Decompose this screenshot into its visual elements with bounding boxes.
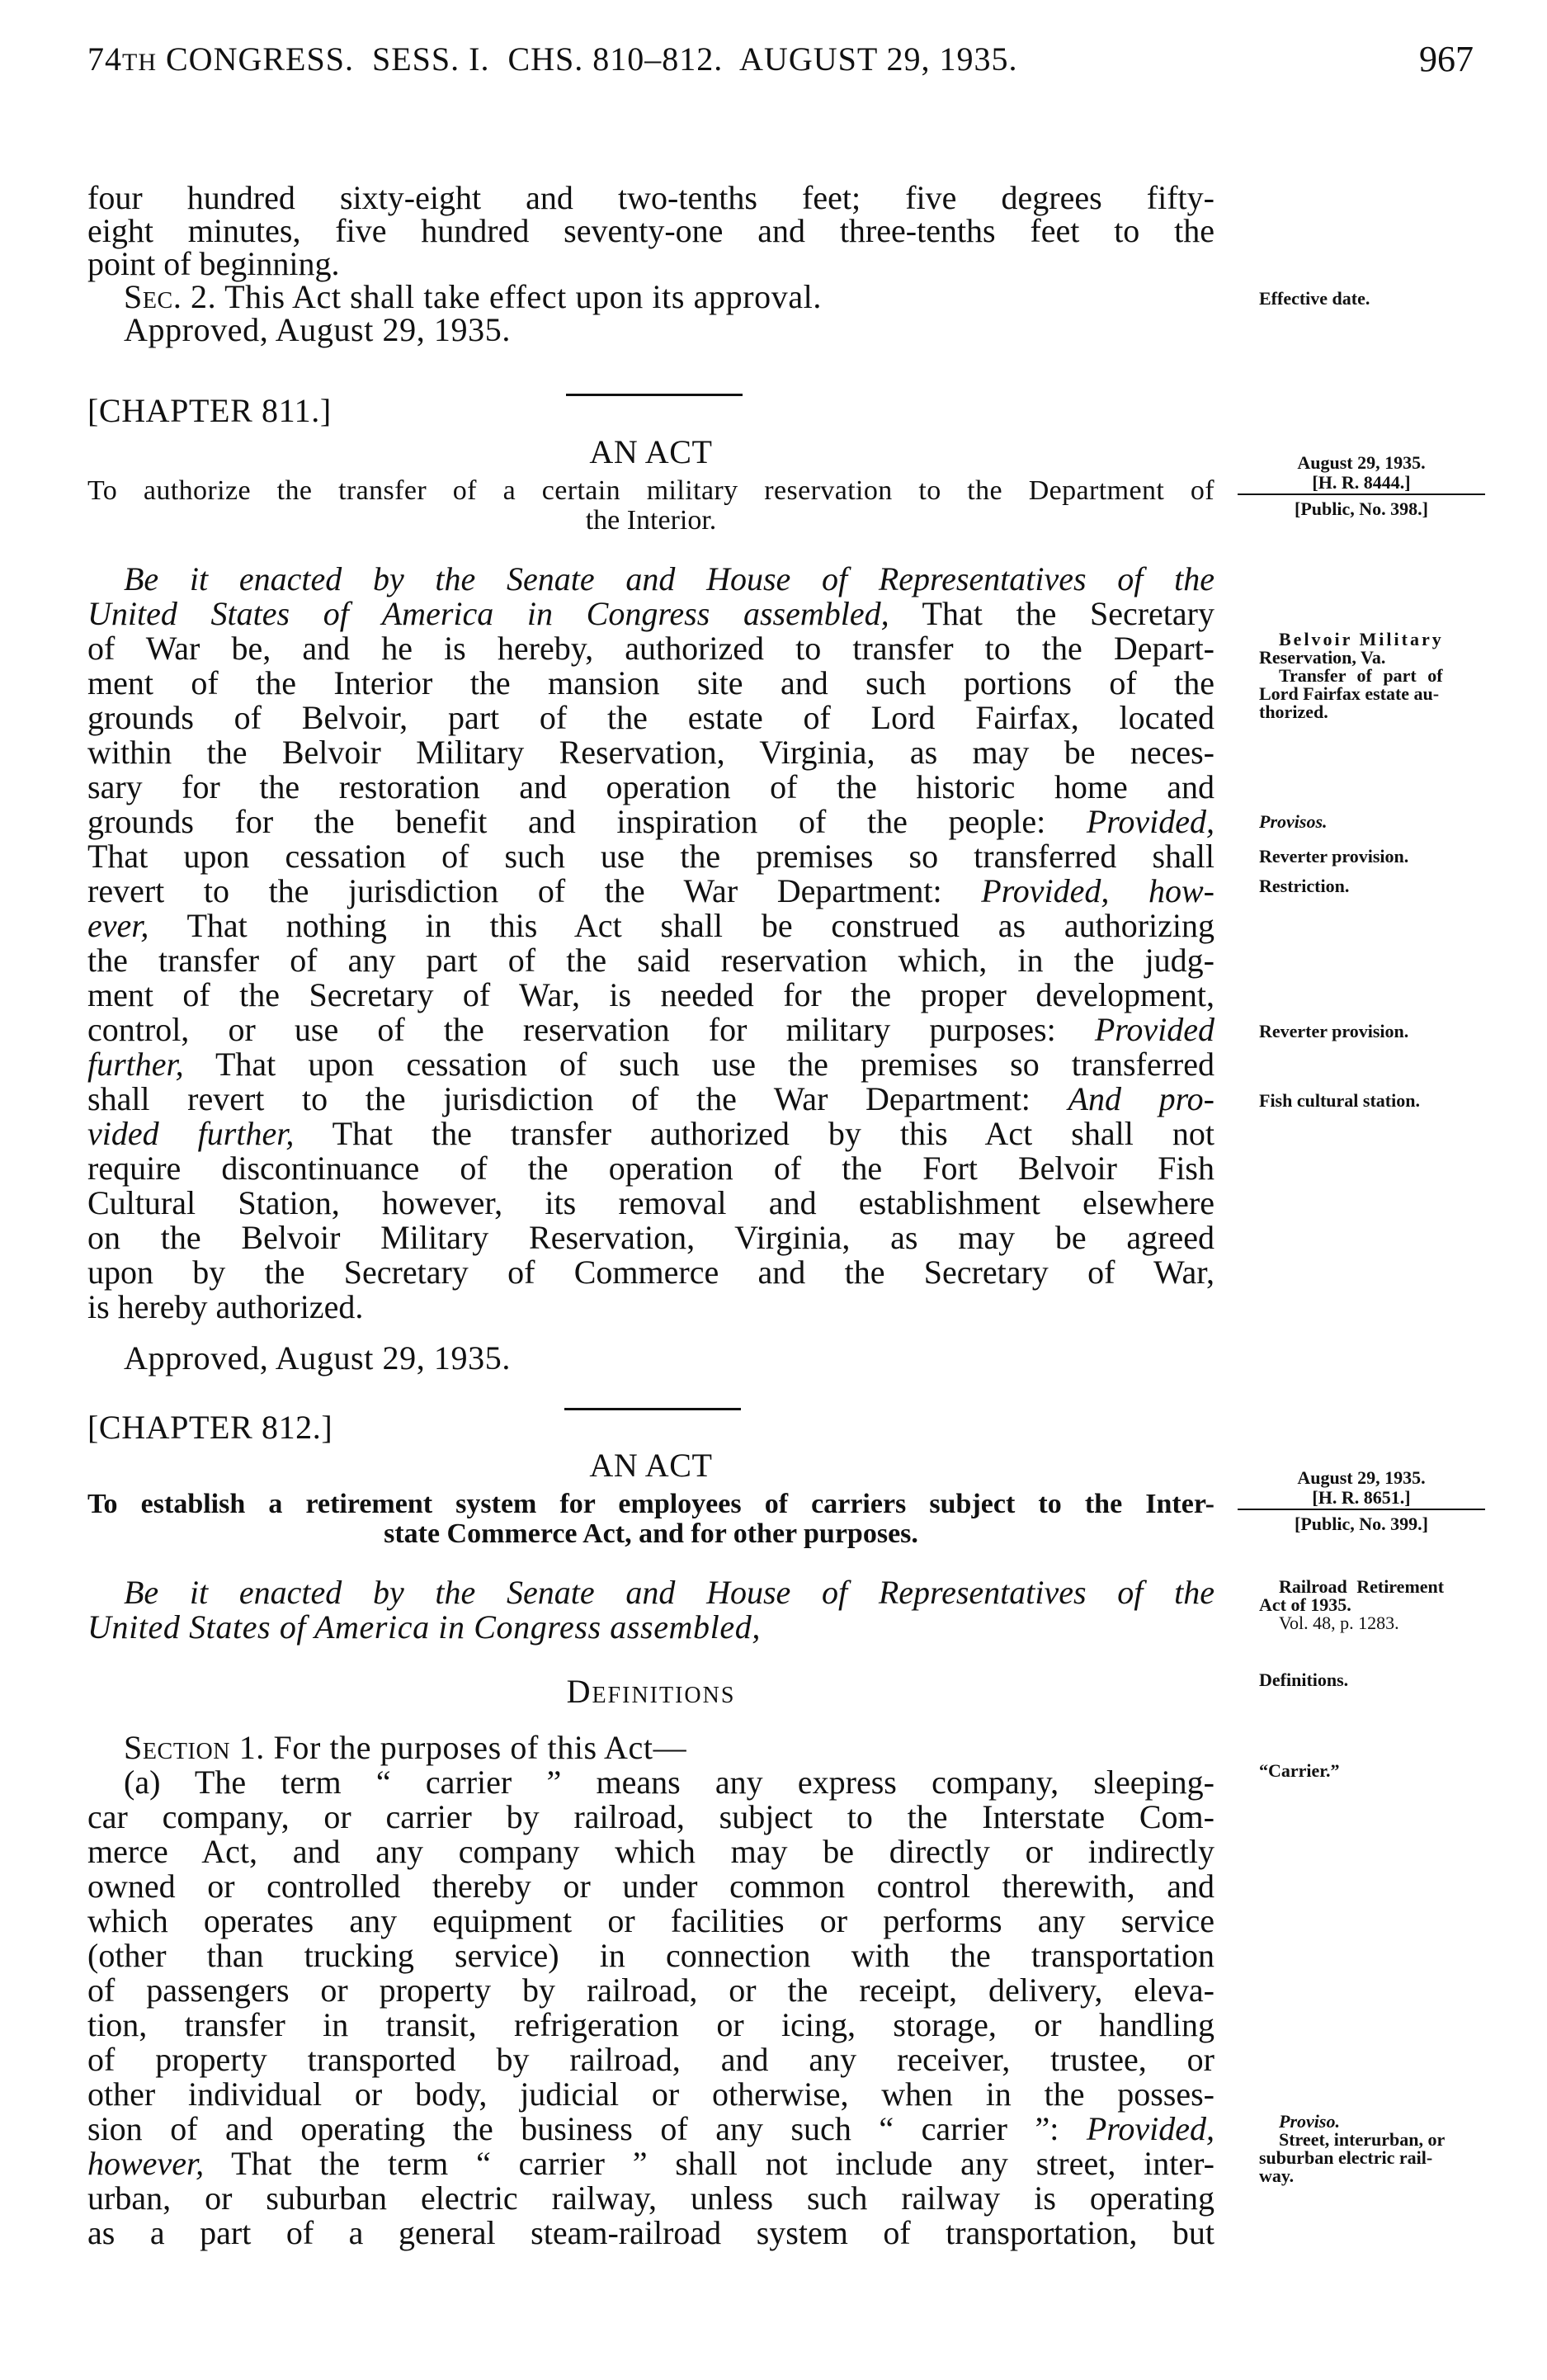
- chapter-label: [CHAPTER 812.]: [87, 1409, 333, 1446]
- act-title-line: state Commerce Act, and for other purposes.: [384, 1518, 918, 1549]
- body-text: shall revert to the jurisdiction of the War Department:: [87, 1080, 1068, 1117]
- body-line: of property transported by railroad, and any receiver, trustee, or: [87, 2041, 1214, 2078]
- body-line: grounds of Belvoir, part of the estate of Lord Fairfax, located: [87, 699, 1214, 736]
- section-2: [124, 278, 822, 315]
- proviso-italic: however,: [87, 2145, 205, 2182]
- body-line: Cultural Station, however, its removal and establishment elsewhere: [87, 1184, 1214, 1221]
- body-line: [87, 1013, 1214, 1046]
- proviso-italic: ever,: [87, 907, 149, 944]
- running-header: [87, 40, 1018, 78]
- body-text: grounds for the benefit and inspiration of the people:: [87, 803, 1087, 840]
- margin-line: Railroad Retirement: [1279, 1576, 1445, 1597]
- enacting-clause: Be it enacted by the Senate and House of Representatives of the: [124, 1574, 1214, 1611]
- enacting-clause: [87, 597, 1214, 630]
- margin-note-carrier: “Carrier.”: [1259, 1760, 1340, 1781]
- proviso-italic: further,: [87, 1046, 184, 1083]
- body-line: owned or controlled thereby or under common control therewith, and: [87, 1868, 1214, 1905]
- chapter-label: [CHAPTER 811.]: [87, 392, 332, 429]
- body-text: That nothing in this Act shall be construed as authorizing: [149, 907, 1214, 944]
- body-line: require discontinuance of the operation of the Fort Belvoir Fish: [87, 1150, 1214, 1187]
- sidenote-date: August 29, 1935.: [1297, 1467, 1426, 1488]
- body-line: That upon cessation of such use the premises so transferred shall: [87, 838, 1214, 875]
- margin-note-restriction: Restriction.: [1259, 876, 1350, 896]
- body-line: ment of the Interior the mansion site and such portions of the: [87, 664, 1214, 701]
- body-line: [87, 909, 1214, 942]
- body-text: revert to the jurisdiction of the War Department:: [87, 872, 982, 909]
- proviso-italic: Provided,: [1086, 2110, 1214, 2147]
- margin-note-fish-station: Fish cultural station.: [1259, 1090, 1420, 1111]
- section-1: [124, 1731, 686, 1764]
- margin-line: suburban electric rail-: [1259, 2147, 1433, 2168]
- body-line: the transfer of any part of the said reservation which, in the judg-: [87, 942, 1214, 979]
- enacting-italic: United States of America in Congress assembled,: [87, 595, 889, 632]
- sidenote-public-law: [Public, No. 399.]: [1295, 1513, 1428, 1534]
- approval-line: Approved, August 29, 1935.: [124, 311, 511, 348]
- margin-line: way.: [1259, 2165, 1295, 2186]
- body-line: (a) The term “ carrier ” means any express company, sleeping-: [124, 1764, 1214, 1801]
- body-line: of War be, and he is hereby, authorized to transfer to the Depart-: [87, 630, 1214, 667]
- section-text: For the purposes of this Act—: [273, 1729, 687, 1766]
- body-line: four hundred sixty-eight and two-tenths feet; five degrees fifty-: [87, 179, 1214, 216]
- sidenote-date: August 29, 1935.: [1297, 452, 1426, 473]
- margin-line: Proviso.: [1279, 2111, 1340, 2132]
- body-line: as a part of a general steam-railroad system of transportation, but: [87, 2214, 1214, 2251]
- act-title-line: the Interior.: [585, 505, 717, 536]
- body-line: is hereby authorized.: [87, 1288, 364, 1325]
- proviso-italic: Provided: [1094, 1011, 1214, 1048]
- body-line: on the Belvoir Military Reservation, Virginia, as may be agreed: [87, 1219, 1214, 1256]
- sidenote-bill: [H. R. 8651.]: [1312, 1487, 1411, 1508]
- body-text: That the term “ carrier ” shall not include any street, inter-: [204, 2145, 1214, 2182]
- body-line: merce Act, and any company which may be directly or indirectly: [87, 1833, 1214, 1870]
- act-title-line: To authorize the transfer of a certain military reservation to the Department of: [87, 475, 1214, 506]
- body-line: [87, 2110, 1214, 2147]
- an-act-heading: AN ACT: [589, 433, 713, 470]
- body-text: control, or use of the reservation for military purposes:: [87, 1011, 1095, 1048]
- body-line: car company, or carrier by railroad, subject to the Interstate Com-: [87, 1798, 1214, 1835]
- congress-number: 74: [87, 40, 122, 78]
- section-label: Sec. 2.: [124, 278, 217, 315]
- proviso-italic: vided further,: [87, 1115, 295, 1152]
- chapter-divider: [564, 1408, 741, 1410]
- proviso-italic: And pro-: [1068, 1080, 1214, 1117]
- margin-line: Vol. 48, p. 1283.: [1279, 1613, 1399, 1633]
- enacting-clause: United States of America in Congress assembled,: [87, 1608, 761, 1646]
- body-line: [87, 2147, 1214, 2180]
- margin-line: Lord Fairfax estate au-: [1259, 683, 1440, 704]
- body-line: which operates any equipment or facilities or performs any service: [87, 1902, 1214, 1939]
- body-line: [87, 1048, 1214, 1081]
- margin-line: Transfer of part of: [1279, 665, 1443, 686]
- body-line: upon by the Secretary of Commerce and the Secretary of War,: [87, 1254, 1214, 1291]
- margin-note-definitions: Definitions.: [1259, 1669, 1349, 1690]
- body-line: of passengers or property by railroad, or the receipt, delivery, eleva-: [87, 1972, 1214, 2009]
- body-line: tion, transfer in transit, refrigeration or icing, storage, or handling: [87, 2006, 1214, 2043]
- congress-ordinal: TH: [122, 49, 157, 76]
- body-text: That upon cessation of such use the premises so transferred: [183, 1046, 1214, 1083]
- body-line: sary for the restoration and operation of the historic home and: [87, 768, 1214, 805]
- sidenote-public-law: [Public, No. 398.]: [1295, 498, 1428, 519]
- body-line: point of beginning.: [87, 245, 340, 282]
- an-act-heading: AN ACT: [589, 1447, 713, 1484]
- body-text: sion of and operating the business of any such “ carrier ”:: [87, 2110, 1087, 2147]
- enacting-clause: Be it enacted by the Senate and House of Representatives of the: [124, 560, 1214, 597]
- enacting-roman: That the Secretary: [889, 595, 1214, 632]
- sidenote-divider: [1238, 493, 1485, 495]
- sidenote-divider: [1238, 1509, 1485, 1510]
- chapter-divider: [566, 394, 743, 396]
- body-line: [87, 872, 1215, 909]
- margin-note-proviso: [1259, 2113, 1498, 2185]
- body-line: ment of the Secretary of War, is needed for the proper development,: [87, 976, 1214, 1013]
- margin-note-effective-date: Effective date.: [1259, 288, 1370, 309]
- body-line: [87, 1117, 1214, 1150]
- margin-line: Act of 1935.: [1259, 1594, 1351, 1615]
- running-title: CONGRESS. SESS. I. CHS. 810–812. AUGUST 29, 1935.: [166, 40, 1018, 78]
- margin-note-railroad-retirement: [1259, 1578, 1498, 1632]
- margin-line: thorized.: [1259, 701, 1328, 722]
- margin-note-reverter: Reverter provision.: [1259, 846, 1409, 867]
- sidenote-bill: [H. R. 8444.]: [1312, 472, 1411, 493]
- approval-line: Approved, August 29, 1935.: [124, 1339, 511, 1377]
- body-line: urban, or suburban electric railway, unless such railway is operating: [87, 2179, 1214, 2217]
- margin-note-reverter: Reverter provision.: [1259, 1021, 1409, 1041]
- body-line: [87, 805, 1214, 838]
- body-line: eight minutes, five hundred seventy-one and three-tenths feet to the: [87, 212, 1214, 249]
- definitions-heading: Definitions: [566, 1673, 736, 1710]
- act-title-line: To establish a retirement system for employees of carriers subject to the Inter-: [87, 1489, 1214, 1519]
- margin-note-belvoir: [1259, 630, 1498, 721]
- body-line: (other than trucking service) in connection with the transportation: [87, 1937, 1214, 1974]
- body-line: within the Belvoir Military Reservation, Virginia, as may be neces-: [87, 734, 1214, 771]
- body-line: other individual or body, judicial or otherwise, when in the posses-: [87, 2075, 1214, 2113]
- body-line: [87, 1080, 1214, 1117]
- margin-line: Belvoir Military: [1279, 629, 1444, 649]
- proviso-italic: Provided, how-: [981, 872, 1215, 909]
- margin-line: Street, interurban, or: [1279, 2129, 1446, 2150]
- body-text: That the transfer authorized by this Act shall not: [294, 1115, 1214, 1152]
- section-label: Section 1.: [124, 1729, 265, 1766]
- proviso-italic: Provided,: [1086, 803, 1214, 840]
- margin-note-provisos: Provisos.: [1259, 811, 1328, 832]
- section-text: This Act shall take effect upon its approval.: [224, 278, 822, 315]
- margin-line: Reservation, Va.: [1259, 647, 1386, 668]
- page-number: 967: [1419, 39, 1474, 79]
